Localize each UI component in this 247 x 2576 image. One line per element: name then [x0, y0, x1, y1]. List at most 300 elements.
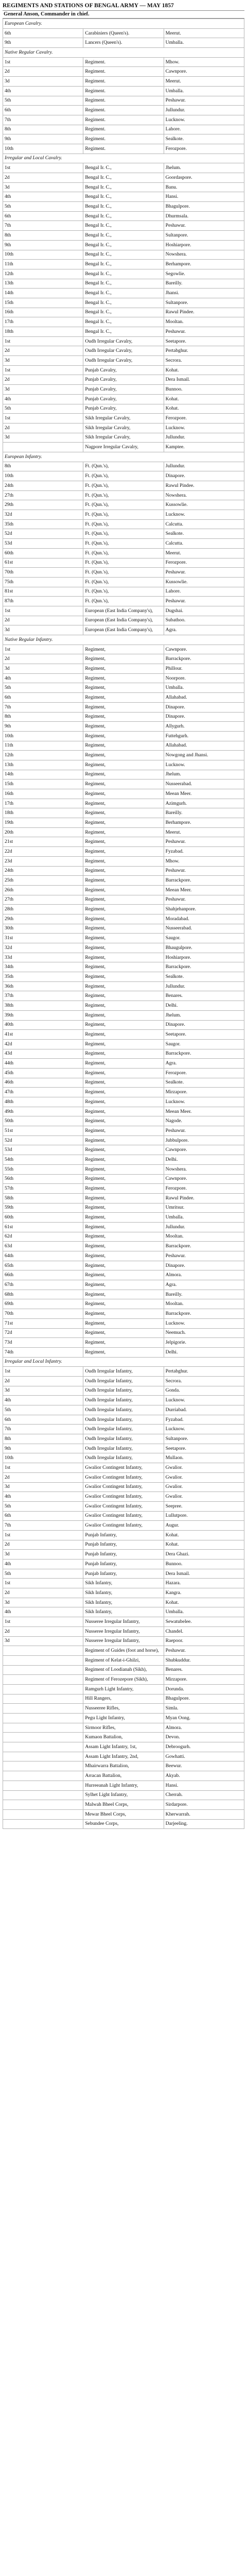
station: Saugor. — [164, 1039, 244, 1049]
regiment-number: 18th — [3, 808, 83, 818]
regiment-number: 24th — [3, 481, 83, 491]
table-row — [3, 1463, 244, 1473]
table-row — [3, 1155, 244, 1165]
table-row — [3, 1213, 244, 1223]
table-row — [3, 134, 244, 144]
station: Shahjehanpore. — [164, 905, 244, 914]
regiment-name: Regiment, — [83, 1107, 164, 1116]
station: Kussowlie. — [164, 500, 244, 510]
table-row — [3, 173, 244, 183]
station: Dera Ismail. — [164, 375, 244, 385]
table-row — [3, 500, 244, 510]
regiment-number: 2d — [3, 654, 83, 664]
table-row — [3, 1819, 244, 1829]
regiment-name: Bengal Ir. C., — [83, 192, 164, 202]
regiment-name: Carabiniers (Queen's). — [83, 28, 164, 38]
regiment-name: Bengal Ir. C., — [83, 250, 164, 260]
regiment-name: Regiment, — [83, 1001, 164, 1011]
station: Chandel. — [164, 1626, 244, 1636]
regiment-number: 10th — [3, 250, 83, 260]
station: Peshawur. — [164, 1251, 244, 1261]
table-row — [3, 1511, 244, 1521]
table-row — [3, 625, 244, 635]
regiment-name: Regiment, — [83, 827, 164, 837]
table-row — [3, 1781, 244, 1790]
station: Jhelum. — [164, 163, 244, 173]
station: Seetapore. — [164, 1030, 244, 1040]
regiment-number: 29th — [3, 914, 83, 924]
regiment-number: 35th — [3, 519, 83, 529]
station: Dinapore. — [164, 1020, 244, 1030]
regiment-number: 40th — [3, 1020, 83, 1030]
regiment-number — [3, 443, 83, 452]
table-row — [3, 221, 244, 231]
regiment-name: Ft. (Qun.'s), — [83, 462, 164, 471]
regiment-name: Regiment, — [83, 1126, 164, 1136]
regiment-number: 87th — [3, 597, 83, 606]
table-row — [3, 673, 244, 683]
regiment-number: 52d — [3, 1136, 83, 1145]
station: Peshawur. — [164, 1126, 244, 1136]
regiment-number: 10th — [3, 144, 83, 154]
table-row — [3, 741, 244, 751]
regiment-name: Regiment, — [83, 905, 164, 914]
regiment-number: 75th — [3, 577, 83, 587]
table-row — [3, 298, 244, 308]
station: Lucknow. — [164, 115, 244, 125]
station: Jullundur. — [164, 433, 244, 443]
regiment-number: 81st — [3, 587, 83, 597]
regiment-number: 3d — [3, 1636, 83, 1646]
regiment-number: 62d — [3, 1232, 83, 1242]
regiment-number: 74th — [3, 1347, 83, 1357]
regiment-name: Ft. (Qun.'s), — [83, 481, 164, 491]
station: Benares. — [164, 991, 244, 1001]
station: Goordaspore. — [164, 173, 244, 183]
regiment-number — [3, 1781, 83, 1790]
station: Jullundur. — [164, 981, 244, 991]
station: Jullundur. — [164, 106, 244, 115]
regiment-name: Regiment, — [83, 1328, 164, 1338]
section-heading: Irregular and Local Cavalry. — [3, 154, 244, 163]
table-row — [3, 1790, 244, 1800]
station: Peshawur. — [164, 568, 244, 578]
station: Bareilly. — [164, 1290, 244, 1299]
table-row — [3, 260, 244, 269]
regiment-name: Bengal Ir. C., — [83, 221, 164, 231]
table-row — [3, 1530, 244, 1540]
station: Umballa. — [164, 38, 244, 48]
regiment-name: Ramgurh Light Infantry, — [83, 1684, 164, 1694]
station: Peshawur. — [164, 96, 244, 106]
regiment-name: Kumaon Battalion, — [83, 1733, 164, 1742]
regiment-name: Sikh Infantry, — [83, 1579, 164, 1588]
table-row — [3, 1136, 244, 1145]
regiment-name: Regiment, — [83, 1184, 164, 1194]
station: Barrackpore. — [164, 1049, 244, 1059]
regiment-name: Bengal Ir. C., — [83, 298, 164, 308]
table-row — [3, 789, 244, 799]
regiment-name: Regiment, — [83, 1222, 164, 1232]
document-title: REGIMENTS AND STATIONS OF BENGAL ARMY — MAY 1857 — [3, 3, 174, 9]
regiment-number: 7th — [3, 1521, 83, 1531]
station: Augur. — [164, 1521, 244, 1531]
regiment-number: 6th — [3, 28, 83, 38]
station: Bareilly. — [164, 279, 244, 289]
table-row — [3, 1752, 244, 1761]
station: Pertabghur. — [164, 1367, 244, 1377]
regiment-number: 19th — [3, 818, 83, 828]
regiment-name: Regiment, — [83, 818, 164, 828]
regiment-name: Sebundee Corps, — [83, 1819, 164, 1829]
table-row — [3, 934, 244, 943]
station: Umballa. — [164, 683, 244, 693]
regiment-name: Regiment of Guides (foot and horse), — [83, 1646, 164, 1656]
regiment-name: Regiment, — [83, 943, 164, 953]
regiment-name: Regiment, — [83, 751, 164, 760]
regiment-number: 5th — [3, 683, 83, 693]
station: Dera Ismail. — [164, 1569, 244, 1579]
regiment-number: 59th — [3, 1203, 83, 1213]
station: Lucknow. — [164, 1318, 244, 1328]
station: Lullutpore. — [164, 1511, 244, 1521]
table-row — [3, 1723, 244, 1733]
regiment-name: Nusseeree Rifles, — [83, 1704, 164, 1714]
table-row — [3, 1675, 244, 1685]
regiment-name: Regiment, — [83, 789, 164, 799]
table-row — [3, 529, 244, 539]
table-row — [3, 365, 244, 375]
station: Barrackpore. — [164, 1309, 244, 1319]
table-row — [3, 1116, 244, 1126]
table-row — [3, 856, 244, 866]
regiment-number: 10th — [3, 1453, 83, 1463]
station: Secrora. — [164, 1376, 244, 1386]
regiment-name: Ft. (Qun.'s), — [83, 471, 164, 481]
table-row — [3, 1607, 244, 1617]
section-heading: European Cavalry. — [3, 19, 244, 29]
regiment-number: 64th — [3, 1251, 83, 1261]
station: Hazara. — [164, 1579, 244, 1588]
regiment-number: 7th — [3, 115, 83, 125]
table-row — [3, 490, 244, 500]
table-row — [3, 712, 244, 722]
station: Kohat. — [164, 1540, 244, 1550]
table-row — [3, 356, 244, 366]
regiment-number: 4th — [3, 192, 83, 202]
station: Delhi. — [164, 1347, 244, 1357]
regiment-number: 2d — [3, 173, 83, 183]
table-row — [3, 548, 244, 558]
table-row — [3, 953, 244, 962]
regiment-name: Regiment, — [83, 1318, 164, 1328]
station: Gwalior. — [164, 1482, 244, 1492]
regiment-name: Ft. (Qun.'s), — [83, 500, 164, 510]
station: Kherwarrah. — [164, 1809, 244, 1819]
table-row — [3, 1059, 244, 1069]
station: Dinapore. — [164, 1261, 244, 1270]
station: Kohat. — [164, 1598, 244, 1607]
station: Dugshai. — [164, 606, 244, 616]
regiment-name: Assam Light Infantry, 2nd, — [83, 1752, 164, 1761]
station: Neemuch. — [164, 1328, 244, 1338]
regiment-name: Ft. (Qun.'s), — [83, 587, 164, 597]
station: Dhurmsala. — [164, 211, 244, 221]
table-row — [3, 1367, 244, 1377]
station: Rawul Pindee. — [164, 308, 244, 317]
station: Sultanpore. — [164, 1434, 244, 1444]
regiment-name: Oudh Irregular Infantry, — [83, 1444, 164, 1453]
station: Delhi. — [164, 1155, 244, 1165]
table-row — [3, 1714, 244, 1723]
regiment-name: Sikh Irregular Cavalry, — [83, 433, 164, 443]
station: Mhow. — [164, 57, 244, 67]
regiment-number: 9th — [3, 722, 83, 732]
regiment-name: Regiment, — [83, 856, 164, 866]
station: Hansi. — [164, 192, 244, 202]
table-row — [3, 1078, 244, 1088]
table-row — [3, 1251, 244, 1261]
station: Calcutta. — [164, 519, 244, 529]
regiment-name: Assam Light Infantry, 1st, — [83, 1742, 164, 1752]
table-row — [3, 289, 244, 298]
regiment-name: Ft. (Qun.'s), — [83, 558, 164, 568]
regiment-name: Sikh Infantry, — [83, 1588, 164, 1598]
regiment-number: 8th — [3, 125, 83, 134]
regiment-name: Bengal Ir. C., — [83, 202, 164, 212]
table-row — [3, 1540, 244, 1550]
regiment-number — [3, 1752, 83, 1761]
table-row — [3, 1386, 244, 1396]
table-row — [3, 770, 244, 779]
regiment-number: 17th — [3, 317, 83, 327]
regiment-name: Regiment, — [83, 1020, 164, 1030]
regiment-name: Punjab Infantry, — [83, 1569, 164, 1579]
table-row — [3, 751, 244, 760]
station: Simla. — [164, 1704, 244, 1714]
table-row — [3, 962, 244, 972]
regiment-name: Ft. (Qun.'s), — [83, 510, 164, 520]
section-heading: Native Regular Infantry. — [3, 635, 244, 645]
regiment-number: 12th — [3, 269, 83, 279]
regiment-name: Nusseree Irregular Infantry, — [83, 1617, 164, 1627]
table-row — [3, 664, 244, 674]
regiment-number: 5th — [3, 1501, 83, 1511]
table-row — [3, 1472, 244, 1482]
table-row — [3, 1164, 244, 1174]
table-row — [3, 1453, 244, 1463]
regiment-name: Oudh Irregular Cavalry, — [83, 356, 164, 366]
station: Gwalior. — [164, 1463, 244, 1473]
regiment-name: Regiment, — [83, 962, 164, 972]
regiment-name: Regiment, — [83, 1290, 164, 1299]
station: Sultanpore. — [164, 298, 244, 308]
regiment-number: 3d — [3, 1482, 83, 1492]
station: Seetapore. — [164, 1444, 244, 1453]
table-row — [3, 577, 244, 587]
regiment-number: 45th — [3, 1068, 83, 1078]
regiment-number: 42d — [3, 1039, 83, 1049]
table-row — [3, 885, 244, 895]
table-row — [3, 1010, 244, 1020]
regiment-name: Oudh Irregular Infantry, — [83, 1376, 164, 1386]
regiment-name: Regiment, — [83, 934, 164, 943]
regiment-name: Regiment, — [83, 1116, 164, 1126]
table-row — [3, 1001, 244, 1011]
table-row — [3, 1492, 244, 1502]
table-row — [3, 1107, 244, 1116]
regiment-name: Nusseree Irregular Infantry, — [83, 1636, 164, 1646]
regiment-number: 5th — [3, 1569, 83, 1579]
station: Hoshiarpore. — [164, 953, 244, 962]
regiment-number: 2d — [3, 375, 83, 385]
station: Mirzapore. — [164, 1088, 244, 1097]
table-row — [3, 1280, 244, 1290]
table-row — [3, 1550, 244, 1560]
regiment-number: 61st — [3, 1222, 83, 1232]
table-row — [3, 1232, 244, 1242]
station: Lucknow. — [164, 1425, 244, 1434]
regiment-number: 36th — [3, 981, 83, 991]
regiment-number: 15th — [3, 779, 83, 789]
regiment-name: Regiment, — [83, 673, 164, 683]
table-row — [3, 683, 244, 693]
regiment-name: Mhairwarra Battalion, — [83, 1761, 164, 1771]
regiment-name: Gwalior Contingent Infantry, — [83, 1463, 164, 1473]
regiment-number: 60th — [3, 1213, 83, 1223]
table-row — [3, 1068, 244, 1078]
regiment-number: 13th — [3, 279, 83, 289]
regiment-number: 2d — [3, 1588, 83, 1598]
regiment-number: 37th — [3, 991, 83, 1001]
regiment-name: Regiment of Kelat-i-Ghilzi, — [83, 1655, 164, 1665]
regiment-name: Gwalior Contingent Infantry, — [83, 1501, 164, 1511]
regiment-name: Bengal Ir. C., — [83, 327, 164, 337]
regiment-number: 30th — [3, 924, 83, 934]
table-row — [3, 1655, 244, 1665]
table-row — [3, 837, 244, 847]
regiment-name: Regiment, — [83, 741, 164, 751]
regiment-name: Regiment, — [83, 770, 164, 779]
station: Nusseerabad. — [164, 924, 244, 934]
regiment-number: 17th — [3, 799, 83, 808]
regiment-number: 10th — [3, 471, 83, 481]
station: Benares. — [164, 1665, 244, 1675]
station: Peshawur. — [164, 597, 244, 606]
regiment-name: Gwalior Contingent Infantry, — [83, 1472, 164, 1482]
table-row — [3, 471, 244, 481]
regiment-number: 9th — [3, 1444, 83, 1453]
regiment-number: 60th — [3, 548, 83, 558]
regiment-name: Punjab Cavalry, — [83, 394, 164, 404]
regiment-number: 52d — [3, 529, 83, 539]
table-row — [3, 250, 244, 260]
regiment-name: Sikh Irregular Cavalry, — [83, 414, 164, 423]
regiment-name: Bengal Ir. C., — [83, 182, 164, 192]
table-row — [3, 1771, 244, 1781]
table-row — [3, 1126, 244, 1136]
regiment-number: 2d — [3, 67, 83, 77]
station: Lucknow. — [164, 1396, 244, 1405]
regiment-name: Regiment, — [83, 760, 164, 770]
station: Mooltan. — [164, 1232, 244, 1242]
table-row — [3, 404, 244, 414]
regiment-number: 4th — [3, 1396, 83, 1405]
table-row — [3, 972, 244, 982]
regiment-name: Regiment, — [83, 1299, 164, 1309]
regiment-number: 68th — [3, 1290, 83, 1299]
station: Moradabad. — [164, 914, 244, 924]
regiment-name: Regiment, — [83, 664, 164, 674]
station: Seetapore. — [164, 336, 244, 346]
station: Nowshera. — [164, 250, 244, 260]
regiment-number: 21st — [3, 837, 83, 847]
regiment-number: 8th — [3, 231, 83, 241]
regiment-number: 18th — [3, 327, 83, 337]
station: Phillour. — [164, 664, 244, 674]
regiments-table — [3, 19, 244, 1829]
regiment-name: Hurreeanah Light Infantry, — [83, 1781, 164, 1790]
regiment-name: Oudh Irregular Infantry, — [83, 1405, 164, 1415]
station: Meean Meer. — [164, 885, 244, 895]
table-row — [3, 1088, 244, 1097]
regiment-name: Regiment, — [83, 1164, 164, 1174]
regiment-number: 27th — [3, 895, 83, 905]
regiment-name: Regiment, — [83, 1155, 164, 1165]
regiment-number — [3, 1800, 83, 1810]
regiment-name: Regiment, — [83, 847, 164, 857]
table-row — [3, 799, 244, 808]
station: Futtehgurh. — [164, 731, 244, 741]
regiment-name: Punjab Infantry, — [83, 1540, 164, 1550]
regiment-name: Regiment. — [83, 96, 164, 106]
regiment-number: 8th — [3, 462, 83, 471]
table-row — [3, 1174, 244, 1184]
station: Barrackpore. — [164, 962, 244, 972]
regiment-name: Regiment, — [83, 1097, 164, 1107]
section-heading: Irregular and Local Infantry. — [3, 1357, 244, 1367]
table-row — [3, 1222, 244, 1232]
table-row — [3, 702, 244, 712]
regiment-number: 70th — [3, 1309, 83, 1319]
table-row — [3, 1684, 244, 1694]
regiment-name: Bengal Ir. C., — [83, 163, 164, 173]
regiment-name: European (East India Company's), — [83, 616, 164, 625]
station: Lucknow. — [164, 423, 244, 433]
table-row — [3, 443, 244, 452]
regiment-number: 8th — [3, 1434, 83, 1444]
document-subtitle: General Anson, Commander in chief. — [3, 10, 244, 19]
regiment-name: Regiment, — [83, 924, 164, 934]
table-row — [3, 346, 244, 356]
regiment-number: 26th — [3, 885, 83, 895]
table-row — [3, 77, 244, 87]
regiment-number: 2d — [3, 1540, 83, 1550]
regiment-number: 1st — [3, 57, 83, 67]
station: Bunnoo. — [164, 1560, 244, 1569]
regiment-name: Regiment, — [83, 972, 164, 982]
regiment-number — [3, 1761, 83, 1771]
table-row — [3, 616, 244, 625]
station: Dinapore. — [164, 471, 244, 481]
station: Peshawur. — [164, 221, 244, 231]
station: Ferozpore. — [164, 1184, 244, 1194]
regiment-name: Regiment, — [83, 953, 164, 962]
station: Sultanpore. — [164, 231, 244, 241]
station: Mhow. — [164, 856, 244, 866]
regiment-name: Regiment, — [83, 1059, 164, 1069]
station: Ferozpore. — [164, 1068, 244, 1078]
